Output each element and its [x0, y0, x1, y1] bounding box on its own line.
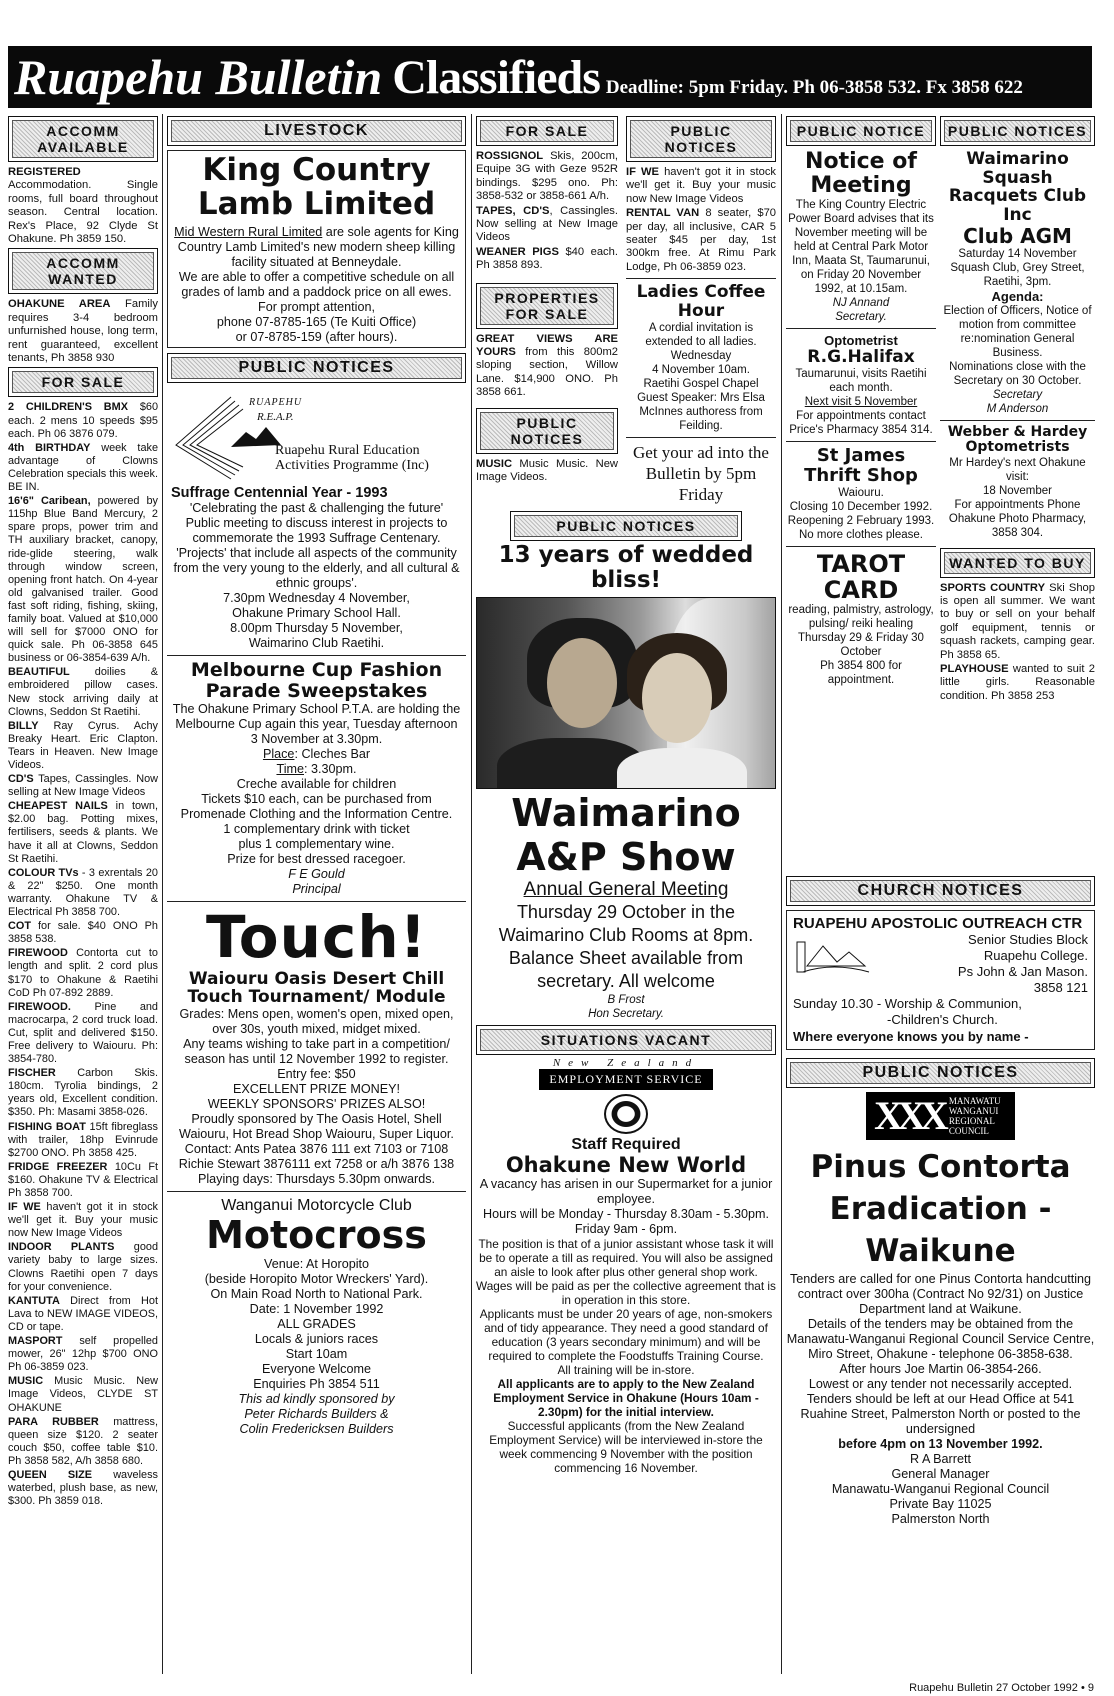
classified-text: Carbon Skis. 180cm. Tyrolia bindings, 2 years old, Excellent condition. $350. Ph: Masami 3858-026.: [8, 1067, 158, 1119]
classified-item: [476, 150, 618, 204]
column-classifieds-5: [940, 114, 1095, 874]
reap-title: Suffrage Centennial Year - 1993: [171, 485, 388, 502]
classified-lead: REGISTERED: [8, 166, 81, 178]
column-classifieds-1: [8, 114, 158, 1676]
section-header: PUBLIC NOTICES: [510, 511, 742, 541]
wedding-photo: [476, 597, 776, 789]
masthead-classifieds: Classifieds: [392, 51, 600, 104]
section-header: FOR SALE: [8, 367, 158, 397]
classified-lead: COLOUR TVs: [8, 866, 79, 879]
classified-text: Family requires 3-4 bedroom unfurnished house, long term, rent guaranteed, excellent tenants, Ph 3858 930: [8, 298, 158, 365]
classified-lead: FISHING BOAT: [8, 1120, 86, 1133]
squash-agm-ad: Waimarino Squash Racquets Club Inc Club AGM Saturday 14 November Squash Club, Grey Street, Raetihi, 3pm. Agenda: Election of Officers, Notice of motion from committee re:nomination General Business. Nominations close with the Secretary on 30 October. Secretary M Anderson: [943, 149, 1092, 415]
wedded-title: 13 years of wedded bliss!: [498, 541, 754, 593]
classified-text: doilies & embroidered pillow cases. New stock arriving daily at Clowns, Seddon St Raetihi.: [8, 666, 158, 718]
classified-text: Music Music. New Image Videos, CLYDE ST OHAKUNE: [8, 1375, 158, 1414]
classified-lead: FIREWOOD.: [8, 1000, 71, 1013]
lower-right-block: [786, 874, 1095, 1676]
accomm-wanted-list: [8, 298, 158, 365]
classified-item: [8, 166, 158, 246]
classified-item: [8, 1295, 158, 1334]
notices-list-right: [626, 166, 776, 274]
classified-text: Accommodation. Single rooms, full board throughout season. Central location. Rex's Place, 92 Clyde St Ohakune. Ph 3859 150.: [8, 179, 158, 246]
section-header: WANTED TO BUY: [940, 548, 1095, 578]
classified-lead: MUSIC: [8, 1375, 44, 1388]
classified-lead: IF WE: [626, 166, 660, 178]
classified-text: , Cassingles. Now selling at New Image Videos: [476, 204, 619, 244]
classified-item: [476, 458, 618, 485]
classified-item: [8, 1416, 158, 1468]
classified-text: from this 800m2 sloping section, Willow Lane. $14,900 ONO. Ph 3858 661.: [476, 346, 618, 399]
notices-list-small: [476, 458, 618, 485]
ladies-coffee-ad: Ladies Coffee Hour A cordial invitation is extended to all ladies. Wednesday 4 November 10am. Raetihi Gospel Chapel Guest Speaker: Mrs Elsa McInnes authoress from Feilding.: [636, 282, 766, 432]
classified-lead: ROSSIGNOL: [476, 150, 544, 162]
classified-lead: INDOOR PLANTS: [8, 1241, 115, 1254]
classified-text: Skis, 200cm, Equipe 3G with Geze 952R bindings. $295 ono. Ph: 3858-532 or 3858-661 A/h.: [476, 150, 618, 203]
classified-item: [8, 1161, 158, 1200]
classified-item: [940, 582, 1095, 662]
section-header: FOR SALE: [476, 116, 618, 146]
classified-lead: 16'6" Caribean,: [8, 495, 91, 508]
masthead-deadline: Deadline: 5pm Friday. Ph 06-3858 532. Fx 3858 622: [605, 77, 1023, 98]
classified-text: Ski Shop is open all summer. We want to buy or sell on your behalf golf equipment, tennis or squash rackets, camping gear. Ph 3858 65.: [940, 581, 1095, 661]
touch-title: Waiouru Oasis Desert Chill Touch Tournament/ Module: [187, 968, 446, 1008]
classified-text: Ray Cyrus. Achy Breaky Heart. Eric Clapton. Tears in Heaven. New Image Videos.: [8, 719, 158, 771]
classified-text: waveless waterbed, plush base, as new, $300. Ph 3859 018.: [8, 1468, 158, 1508]
accomm-available-list: [8, 166, 158, 246]
section-header: PUBLIC NOTICES: [786, 1058, 1095, 1088]
column-rule: [781, 114, 782, 1674]
for-sale-list: [8, 401, 158, 1508]
classified-text: for sale. $40 ONO Ph 3858 538.: [8, 920, 158, 946]
for-sale-list-2: [476, 150, 618, 273]
classified-item: [626, 166, 776, 206]
classified-item: [8, 867, 158, 919]
classified-text: - 3 exrentals 20 & 22" $250. One month warranty. Ohakune TV & Electrical Ph 3858 700.: [8, 866, 158, 919]
classified-text: 10Cu Ft $160. Ohakune TV & Electrical Ph 3858 700.: [8, 1160, 158, 1199]
classified-item: [8, 1201, 158, 1240]
classified-item: [8, 1067, 158, 1119]
classified-item: [8, 773, 158, 799]
classified-lead: 4th BIRTHDAY: [8, 441, 91, 454]
classified-item: [8, 1469, 158, 1508]
section-header: PUBLIC NOTICES: [626, 116, 776, 162]
notice-of-meeting-ad: Notice of Meeting The King Country Electric Power Board advises that its November meeting will be held at Central Park Motor Inn, Maata St, Taumarunui, on Friday 20 November 1992, at 10.15am. NJ Annand Secretary.: [788, 149, 934, 324]
section-header: SITUATIONS VACANT: [476, 1025, 776, 1055]
wanted-list: [940, 582, 1095, 704]
classified-item: [476, 333, 618, 400]
classified-text: powered by 115hp Blue Band Mercury, 2 spare props, power trim and TH auxiliary bracket, canopy, ride-glide steering, walk through window screen, opening front hatch. On 4-year old galvanised trailer. Good fast soft riding, fishing, skiing, family boat. Valued at $10,000 will sell for $7000 ONO for quick sale. Ph 06-3858 645 business or 06-3854-639 A/h.: [8, 495, 158, 665]
classified-lead: IF WE: [8, 1201, 41, 1214]
section-header: CHURCH NOTICES: [786, 876, 1095, 906]
section-header: PUBLIC NOTICE: [786, 116, 936, 146]
classified-item: [8, 401, 158, 440]
col3-left-stack: [476, 114, 618, 505]
classified-lead: FISCHER: [8, 1067, 56, 1080]
classified-lead: PARA RUBBER: [8, 1415, 99, 1428]
reap-logo: RUAPEHU R.E.A.P. Ruapehu Rural Education Activities Programme (Inc): [171, 387, 462, 483]
classified-lead: FRIDGE FREEZER: [8, 1160, 108, 1173]
classified-item: [8, 666, 158, 718]
classified-lead: COT: [8, 920, 31, 933]
classified-item: [8, 1001, 158, 1066]
optometrist-ad: Optometrist R.G.Halifax Taumarunui, visits Raetihi each month. Next visit 5 November For appointments contact Price's Pharmacy 3854 314.: [789, 333, 933, 437]
classified-item: [8, 495, 158, 665]
classified-text: self propelled mower, 26" 12hp $700 ONO Ph 06-3859 023.: [8, 1335, 158, 1374]
col3-right-stack: [626, 114, 776, 505]
kcl-lead: Mid Western Rural Limited: [174, 225, 323, 240]
classified-text: Contorta cut to length and split. 2 cord plus $170 to Ohakune & Raetihi CoD Ph 07-892 2889.: [8, 947, 158, 999]
ap-show-ad: Waimarino A&P Show Annual General Meeting Thursday 29 October in the Waimarino Club Rooms at 8pm. Balance Sheet available from secretary. All welcome B Frost Hon Secretary.: [498, 791, 754, 1021]
classified-text: haven't got it in stock we'll get it. Buy your music now New Image Videos: [626, 166, 776, 205]
motocross-ad: Wanganui Motorcycle Club Motocross Venue: At Horopito (beside Horopito Motor Wreckers' Yard). On Main Road North to National Park. Date: 1 November 1992 ALL GRADES Locals & juniors races Start 10am Everyone Welcome Enquiries Ph 3854 511 This ad kindly sponsored by Peter Richards Builders & Colin Fredericksen Builders: [167, 1196, 466, 1437]
classified-text: in town, $2.00 bag. Potting mixes, fertilisers, seeds & plants. We have it all at Clowns, Seddon St Raetihi.: [8, 800, 158, 865]
classified-text: mattress, queen size $120. 2 seater couch $50, coffee table $10. Ph 3858 582, A/h 3858 680.: [8, 1415, 158, 1467]
section-header: PUBLIC NOTICES: [167, 353, 466, 383]
classified-item: [8, 1375, 158, 1414]
masthead: [8, 46, 1092, 108]
column-classifieds-3: [476, 114, 776, 1676]
classified-text: 8 seater, $70 per day, all inclusive, CAR 5 seater $45 per day, 1st 300km free. At Rimu Park Lodge, Ph 06-3859 023.: [626, 207, 776, 273]
classified-item: [940, 663, 1095, 703]
tarot-ad: TAROT CARD reading, palmistry, astrology, pulsing/ reiki healing Thursday 29 & Friday 30 October Ph 3854 800 for appointment.: [788, 549, 934, 687]
classified-lead: KANTUTA: [8, 1294, 60, 1307]
motocross-big: Motocross: [206, 1213, 427, 1258]
classified-item: [8, 442, 158, 494]
employment-service-logo: EMPLOYMENT SERVICE: [539, 1069, 712, 1090]
classified-item: [476, 246, 618, 273]
classified-item: [8, 720, 158, 772]
classified-lead: BEAUTIFUL: [8, 666, 70, 679]
regional-council-logo: XXX MANAWATU WANGANUI REGIONAL COUNCIL: [866, 1092, 1015, 1140]
classified-lead: TAPES, CD'S: [476, 204, 550, 217]
classified-item: [8, 298, 158, 365]
classified-text: 15ft fibreglass with trailer, 18hp Evinrude $2700 ONO. Ph 3858 425.: [8, 1120, 158, 1159]
classified-text: Music Music. New Image Videos.: [476, 457, 618, 484]
reap-ad: RUAPEHU R.E.A.P. Ruapehu Rural Education Activities Programme (Inc) Suffrage Centennial Year - 1993 'Celebrating the past & challenging the future' Public meeting to discuss interest in projects to commemorate the 1993 Suffrage Centenary. 'Projects' that include all aspects of the community from the very young to the elderly, and all cultural & ethnic groups'. 7.30pm Wednesday 4 November, Ohakune Primary School Hall. 8.00pm Thursday 5 November, Waimarino Club Raetihi.: [167, 387, 466, 651]
pinus-contorta-ad: XXX MANAWATU WANGANUI REGIONAL COUNCIL Pinus Contorta Eradication - Waikune Tenders are called for one Pinus Contorta handcutting contract over 300ha (Contract No 92/31) on Justice Department land at Waikune. Details of the tenders may be obtained from the Manawatu-Wanganui Regional Council Service Centre, Miro Street, Ohakune - telephone 06-3858-638. After hours Joe Martin 06-3854-266. Lowest or any tender not necessarily accepted. Tenders should be left at our Head Office at 541 Ruahine Street, Palmerston North or posted to the undersigned before 4pm on 13 November 1992. R A Barrett General Manager Manawatu-Wanganui Regional Council Private Bay 11025 Palmerston North: [786, 1093, 1095, 1526]
classified-lead: QUEEN SIZE: [8, 1468, 93, 1481]
section-header: PUBLIC NOTICES: [476, 408, 618, 454]
section-header: LIVESTOCK: [167, 116, 466, 146]
masthead-title: Ruapehu Bulletin: [14, 49, 383, 105]
section-header: PUBLIC NOTICES: [940, 116, 1095, 146]
classified-lead: GREAT VIEWS ARE YOURS: [476, 332, 618, 359]
classified-lead: OHAKUNE AREA: [8, 298, 111, 311]
classified-lead: SPORTS COUNTRY: [940, 581, 1046, 594]
classified-lead: MUSIC: [476, 457, 513, 470]
section-header: PROPERTIES FOR SALE: [476, 283, 618, 329]
column-classifieds-2: [167, 114, 466, 1676]
employment-ad: New Zealand EMPLOYMENT SERVICE Staff Required Ohakune New World A vacancy has arisen in our Supermarket for a junior employee. Hours will be Monday - Thursday 8.30am - 5.30pm. Friday 9am - 6pm. The position is that of a junior assistant whose task it will be to operate a till as required. You will also be assigned an aisle to look after plus other general shop work. Wages will be paid as per the collective agreement that is in operation in this store. Applicants must be under 20 years of age, non-smokers and of tidy appearance. They need a good standard of education (3 years secondary minimum) and will be required to complete the Foodstuffs Training Course. All training will be in-store. All applicants are to apply to the New Zealand Employment Service in Ohakune (Hours 10am - 2.30pm) for the initial interview. Successful applicants (from the New Zealand Employment Service) will be interviewed in-store the week commencing 9 November with the position commencing 16 November.: [476, 1057, 776, 1476]
church-emblem-icon: [793, 932, 873, 980]
classified-text: good variety baby to large sizes. Clowns Raetihi open 7 days for your convenience.: [8, 1241, 158, 1293]
section-header: ACCOMM AVAILABLE: [8, 116, 158, 162]
classified-text: $60 each. 2 mens 10 speeds $95 each. Ph 06 3876 079.: [8, 401, 158, 440]
classified-item: [8, 947, 158, 999]
classified-text: week take advantage of Clowns Celebration specials this week. BE IN.: [8, 441, 158, 494]
classified-item: [626, 207, 776, 274]
classified-text: Direct from Hot Lava to NEW IMAGE VIDEOS, CD or tape.: [8, 1294, 158, 1333]
kcl-title: King Country Lamb Limited: [197, 152, 436, 223]
get-your-ad: Get your ad into the Bulletin by 5pm Friday: [633, 442, 769, 504]
properties-list: [476, 333, 618, 400]
classified-item: [476, 205, 618, 245]
classified-lead: WEANER PIGS: [476, 245, 559, 258]
melbourne-ad: Melbourne Cup Fashion Parade Sweepstakes The Ohakune Primary School P.T.A. are holding the Melbourne Cup again this year, Tuesday afternoon 3 November at 3.30pm. Place: Cleches Bar Time: 3.30pm. Creche available for children Tickets $10 each, can be purchased from Promenade Clothing and the Information Centre. 1 complementary drink with ticket plus 1 complementary wine. Prize for best dressed racegoer. F E Gould Principal: [172, 659, 461, 896]
classified-item: [8, 920, 158, 946]
section-header: ACCOMM WANTED: [8, 248, 158, 294]
classified-lead: BILLY: [8, 719, 39, 732]
page-footer: Ruapehu Bulletin 27 October 1992 • 9: [909, 1682, 1094, 1694]
classified-lead: MASPORT: [8, 1335, 63, 1348]
classified-text: wanted to suit 2 little girls. Reasonable condition. Ph 3858 253: [940, 662, 1095, 702]
column-rule: [471, 114, 472, 1674]
classified-text: Pine and macrocarpa, 2 cord truck load. Cut, split and delivered $150. Free delivery to Waiouru. Ph: 3854-780.: [8, 1000, 158, 1066]
classified-lead: PLAYHOUSE: [940, 662, 1009, 675]
melbourne-title: Melbourne Cup Fashion Parade Sweepstakes: [190, 659, 443, 703]
column-rule: [162, 114, 163, 1674]
webber-hardey-ad: Webber & Hardey Optometrists Mr Hardey's next Ohakune visit: 18 November For appointments Phone Ohakune Photo Pharmacy, 3858 304.: [947, 423, 1088, 539]
classified-item: [8, 1335, 158, 1374]
classified-text: Tapes, Cassingles. Now selling at New Image Videos: [8, 773, 158, 799]
classified-text: haven't got it in stock we'll get it. Buy your music now New Image Videos: [8, 1201, 158, 1240]
employment-service-emblem-icon: [604, 1094, 648, 1134]
classified-lead: 2 CHILDREN'S BMX: [8, 401, 129, 414]
classified-item: [8, 1121, 158, 1160]
classified-item: [8, 800, 158, 865]
touch-big: Touch!: [205, 902, 428, 971]
church-ad: RUAPEHU APOSTOLIC OUTREACH CTR Senior Studies Block Ruapehu College. Ps John & Jan Mason. 3858 121 Sunday 10.30 - Worship & Communion, -Children's Church. Where everyone knows you by name -: [786, 910, 1095, 1050]
classified-lead: CD'S: [8, 773, 34, 786]
kcl-ad: King Country Lamb Limited Mid Western Rural Limited are sole agents for King Country Lamb Limited's new modern sheep killing facility situated at Benneydale. We are able to offer a competitive schedule on all grades of lamb and a paddock price on all ewes. For prompt attention, phone 07-8785-165 (Te Kuiti Office) or 07-8785-159 (after hours).: [167, 150, 466, 348]
classified-item: [8, 1241, 158, 1293]
classified-text: $40 each. Ph 3858 893.: [476, 245, 618, 272]
classified-lead: FIREWOOD: [8, 947, 68, 960]
column-classifieds-4: [786, 114, 936, 874]
touch-ad: Touch! Waiouru Oasis Desert Chill Touch Tournament/ Module Grades: Mens open, women's open, mixed open, over 30s, youth mixed, midget mixed. Any teams wishing to take part in a competition/ season has until 12 November 1992 to register. Entry fee: $50 EXCELLENT PRIZE MONEY! WEEKLY SPONSORS' PRIZES ALSO! Proudly sponsored by The Oasis Hotel, Shell Waiouru, Hot Bread Shop Waiouru, Super Liquor. Contact: Ants Patea 3876 111 ext 7103 or 7108 Richie Stewart 3876111 ext 7258 or a/h 3876 138 Playing days: Thursdays 5.30pm onwards.: [167, 906, 466, 1187]
classified-lead: CHEAPEST NAILS: [8, 800, 108, 813]
thrift-shop-ad: St James Thrift Shop Waiouru. Closing 10 December 1992. Reopening 2 February 1993. No more clothes please.: [787, 445, 935, 541]
classified-lead: RENTAL VAN: [626, 207, 700, 220]
